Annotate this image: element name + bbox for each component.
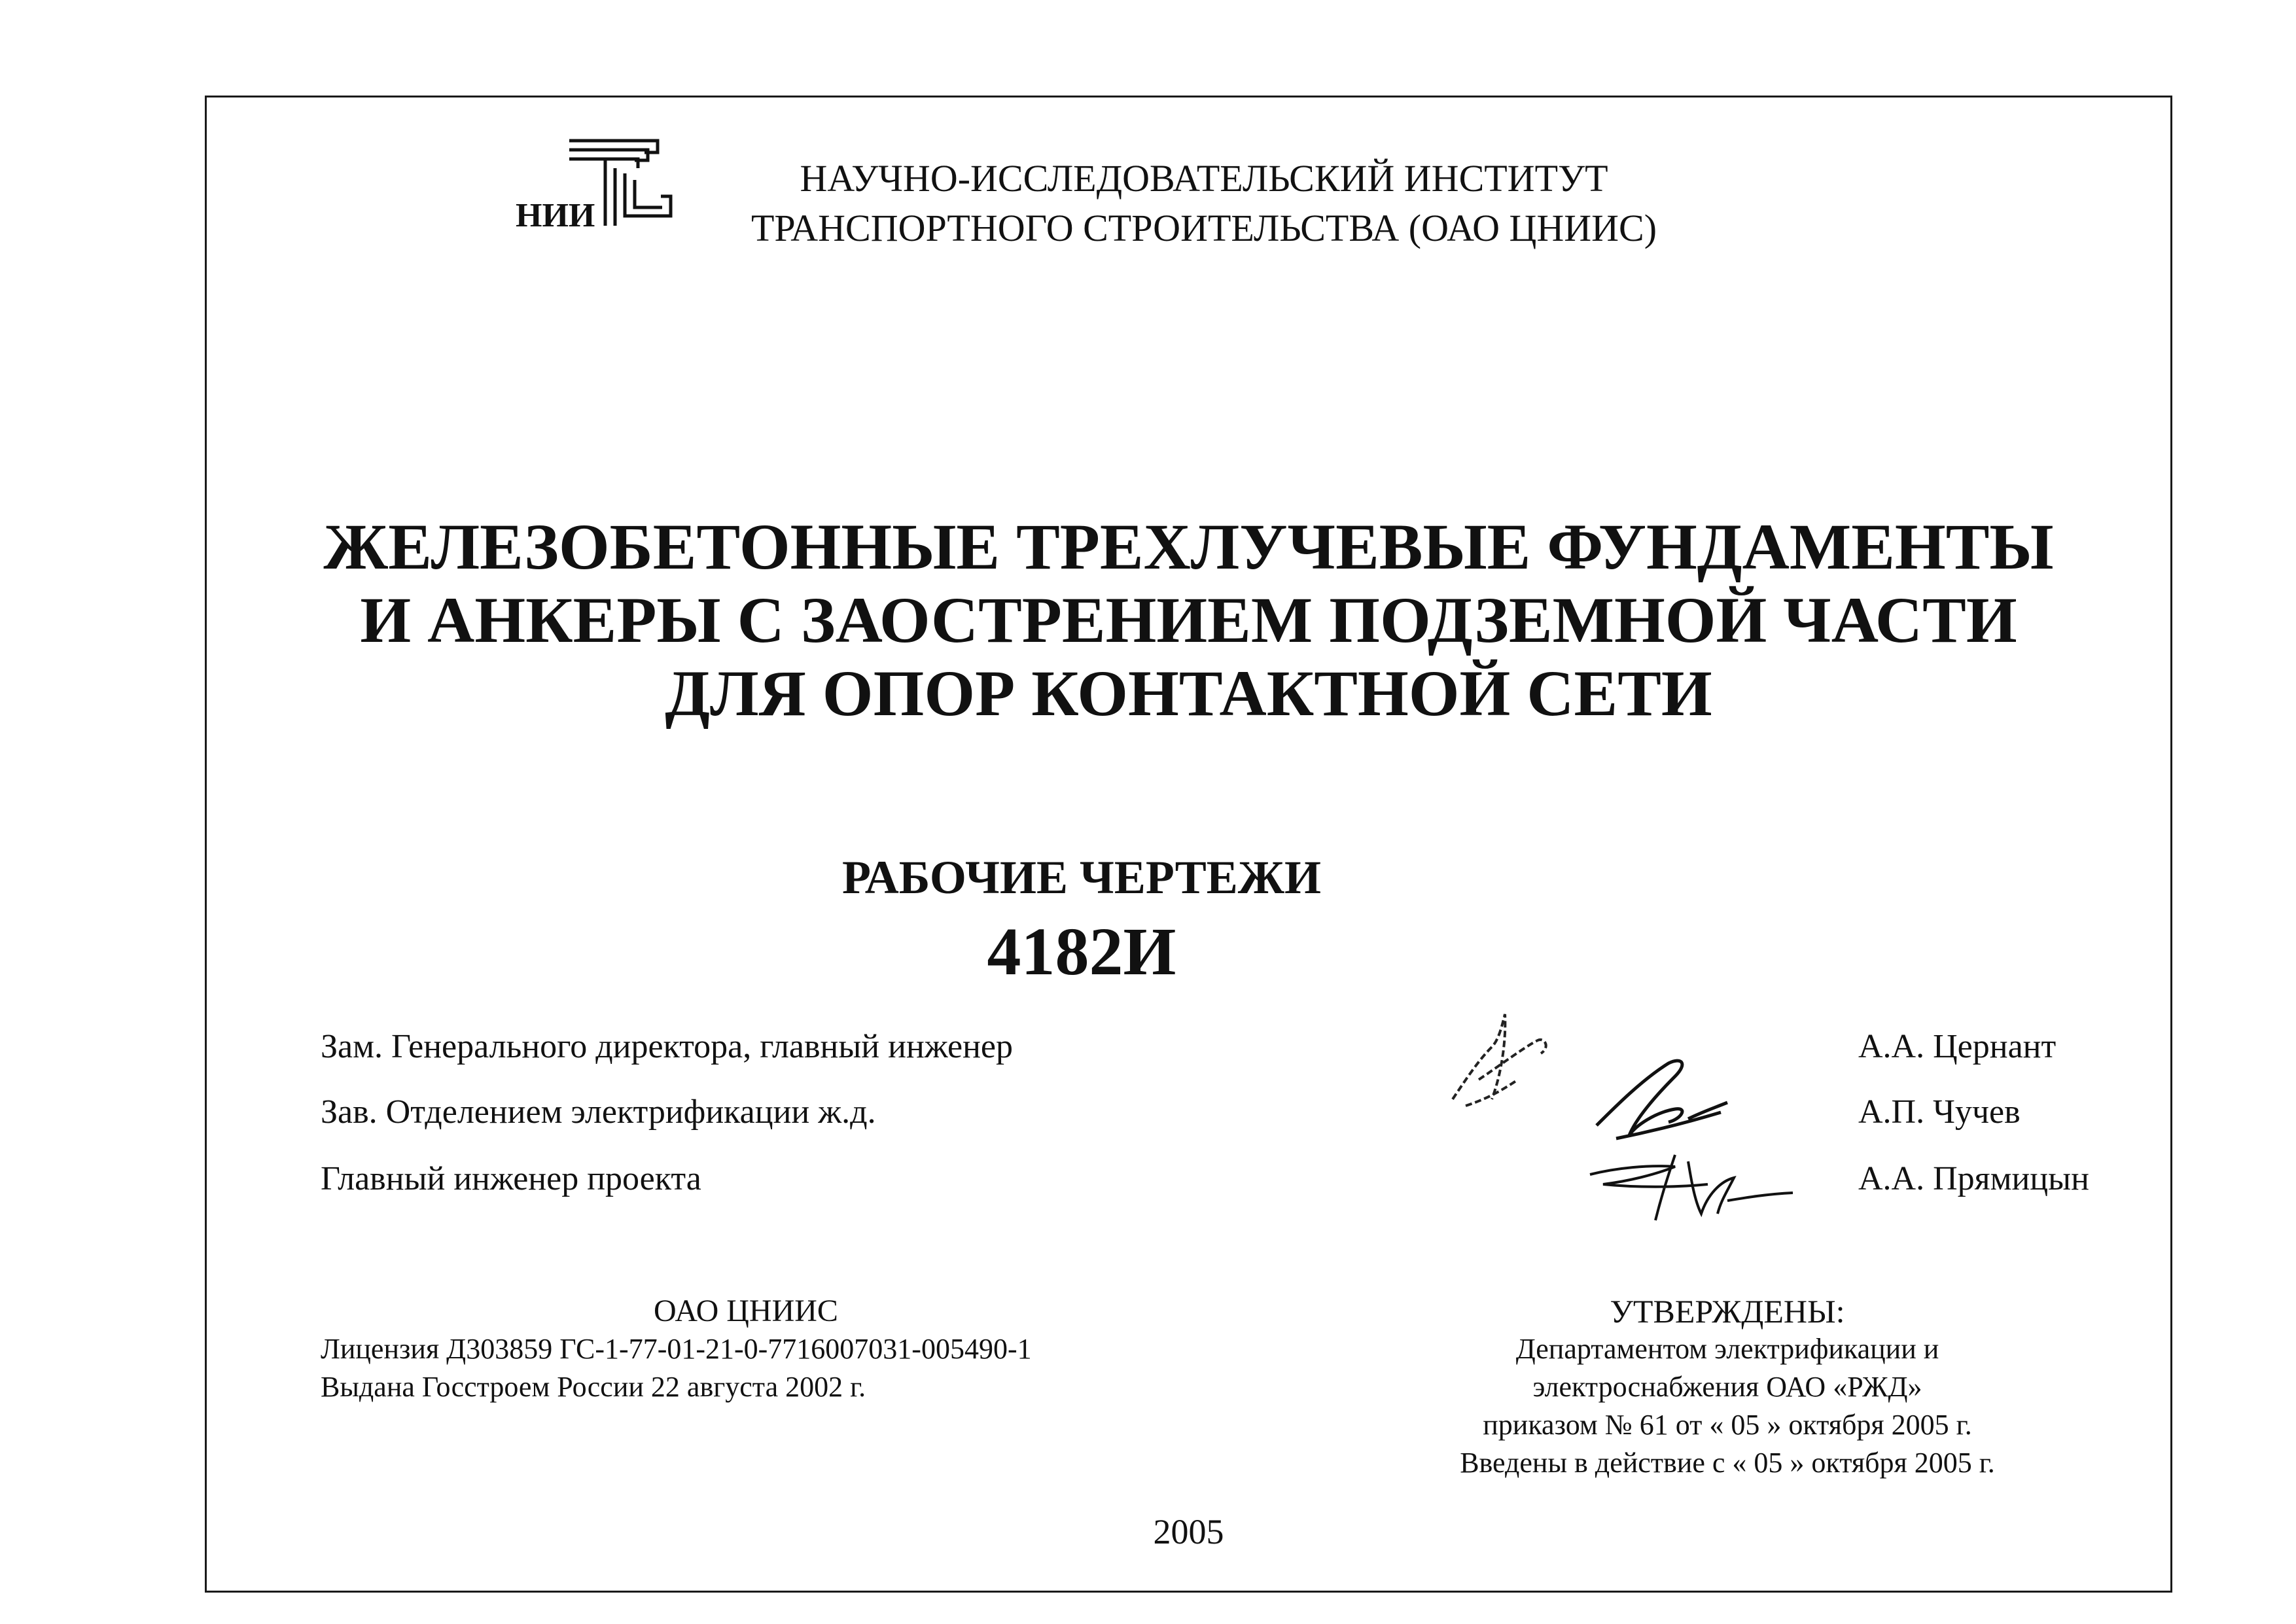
approval-heading: УТВЕРЖДЕНЫ: (1610, 1293, 1845, 1330)
document-code: 4182И (987, 914, 1176, 989)
approval-line-1: Департаментом электрификации и (1515, 1333, 1939, 1365)
institute-name-line-2: ТРАНСПОРТНОГО СТРОИТЕЛЬСТВА (ОАО ЦНИИС) (751, 207, 1657, 249)
signatory-name-2: А.П. Чучев (1858, 1093, 2021, 1131)
license-issued: Выдана Госстроем России 22 августа 2002 г. (321, 1371, 866, 1403)
title-line-2: И АНКЕРЫ С ЗАОСТРЕНИЕМ ПОДЗЕМНОЙ ЧАСТИ (360, 584, 2017, 656)
signatory-name-3: А.А. Прямицын (1858, 1160, 2089, 1197)
approval-block (1374, 1292, 2081, 1482)
institute-name (667, 154, 1740, 253)
signatory-name-1: А.А. Цернант (1858, 1028, 2057, 1065)
document-title (205, 510, 2172, 730)
license-text: Лицензия Д303859 ГС-1-77-01-21-0-7716007031-005490-1 (321, 1333, 1032, 1365)
organization-block (321, 1292, 1171, 1406)
organization-name: ОАО ЦНИИС (654, 1294, 838, 1328)
title-line-3: ДЛЯ ОПОР КОНТАКТНОЙ СЕТИ (665, 657, 1712, 730)
publication-year: 2005 (1153, 1512, 1224, 1551)
approval-line-3: приказом № 61 от « 05 » октября 2005 г. (1483, 1409, 1972, 1441)
signature-3 (1577, 1142, 1799, 1240)
signature-2 (1570, 1047, 1767, 1145)
signatory-role-2: Зав. Отделением электрификации ж.д. (321, 1093, 876, 1131)
logo-text: НИИ (516, 197, 595, 234)
approval-line-2: электроснабжения ОАО «РЖД» (1532, 1371, 1922, 1403)
signatory-role-3: Главный инженер проекта (321, 1160, 701, 1197)
approval-line-4: Введены в действие с « 05 » октября 2005 г. (1460, 1447, 1995, 1479)
institute-name-line-1: НАУЧНО-ИССЛЕДОВАТЕЛЬСКИЙ ИНСТИТУТ (800, 157, 1608, 200)
title-line-1: ЖЕЛЕЗОБЕТОННЫЕ ТРЕХЛУЧЕВЫЕ ФУНДАМЕНТЫ (323, 510, 2054, 583)
signatory-role-1: Зам. Генерального директора, главный инженер (321, 1028, 1014, 1065)
document-subtitle: РАБОЧИЕ ЧЕРТЕЖИ (842, 851, 1321, 904)
